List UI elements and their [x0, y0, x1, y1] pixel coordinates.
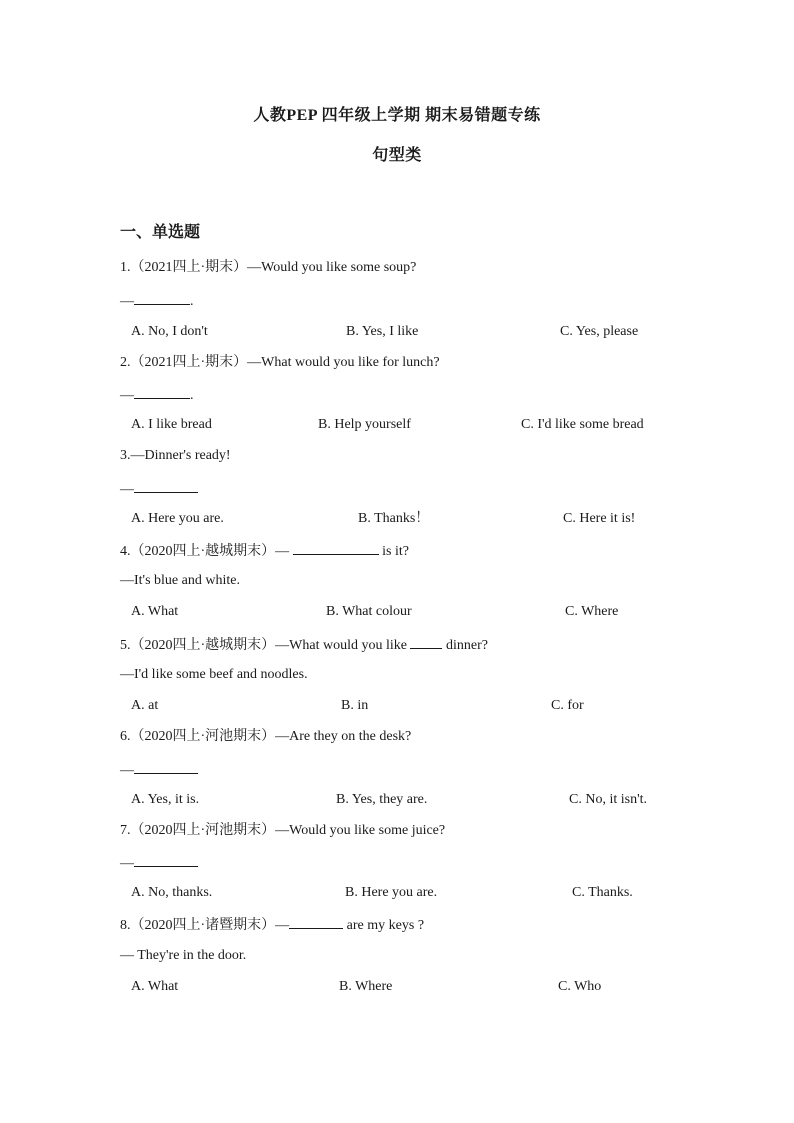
question-1-option-a[interactable]: A. No, I don't [131, 324, 208, 339]
question-3-option-c[interactable]: C. Here it is! [563, 511, 636, 526]
answer-dash: — [120, 763, 134, 778]
answer-dash: — [120, 388, 134, 403]
stem-after: is it? [378, 544, 410, 559]
answer-blank[interactable] [134, 852, 198, 867]
answer-period: . [190, 294, 194, 309]
question-2-option-a[interactable]: A. I like bread [131, 417, 212, 432]
question-5-stem [120, 634, 488, 656]
page-subtitle: 句型类 [372, 147, 422, 164]
question-6-stem: 6.（2020四上·河池期末）—Are they on the desk? [120, 729, 412, 744]
answer-blank[interactable] [293, 540, 379, 555]
question-1-option-c[interactable]: C. Yes, please [560, 324, 639, 339]
stem-before: 4.（2020四上·越城期末）— [120, 544, 293, 559]
question-4-option-c[interactable]: C. Where [565, 604, 619, 619]
question-6-option-b[interactable]: B. Yes, they are. [336, 792, 428, 807]
question-2-answer-line [120, 384, 194, 406]
question-8-option-a[interactable]: A. What [131, 979, 179, 994]
question-5-answer-line: —I'd like some beef and noodles. [120, 667, 308, 682]
stem-after: dinner? [442, 638, 488, 653]
question-8-stem [120, 914, 424, 936]
page-title: 人教PEP 四年级上学期 期末易错题专练 [253, 107, 541, 124]
question-3-option-b[interactable]: B. Thanks！ [358, 511, 430, 526]
question-2-option-b[interactable]: B. Help yourself [318, 417, 411, 432]
answer-period: . [190, 388, 194, 403]
question-5-option-a[interactable]: A. at [131, 698, 159, 713]
question-2-stem: 2.（2021四上·期末）—What would you like for lunch? [120, 355, 440, 370]
stem-before: 5.（2020四上·越城期末）—What would you like [120, 638, 411, 653]
question-4-option-b[interactable]: B. What colour [326, 604, 412, 619]
question-6-option-a[interactable]: A. Yes, it is. [131, 792, 200, 807]
answer-blank[interactable] [134, 478, 198, 493]
answer-dash: — [120, 294, 134, 309]
question-2-option-c[interactable]: C. I'd like some bread [521, 417, 644, 432]
question-7-option-c[interactable]: C. Thanks. [572, 885, 633, 900]
answer-dash: — [120, 482, 134, 497]
question-3-stem: 3.—Dinner's ready! [120, 448, 231, 463]
question-4-answer-line: —It's blue and white. [120, 573, 240, 588]
question-3-option-a[interactable]: A. Here you are. [131, 511, 224, 526]
question-6-option-c[interactable]: C. No, it isn't. [569, 792, 647, 807]
question-1-stem: 1.（2021四上·期末）—Would you like some soup? [120, 260, 417, 275]
question-8-option-c[interactable]: C. Who [558, 979, 602, 994]
answer-blank[interactable] [410, 634, 442, 649]
question-7-option-b[interactable]: B. Here you are. [345, 885, 438, 900]
stem-after: are my keys ? [343, 918, 425, 933]
question-8-answer-line: — They're in the door. [120, 948, 247, 963]
question-5-option-b[interactable]: B. in [341, 698, 369, 713]
question-7-answer-line [120, 852, 198, 874]
question-8-option-b[interactable]: B. Where [339, 979, 393, 994]
question-5-option-c[interactable]: C. for [551, 698, 584, 713]
question-3-answer-line [120, 478, 198, 500]
answer-blank[interactable] [134, 290, 190, 305]
answer-blank[interactable] [134, 759, 198, 774]
question-4-stem [120, 540, 409, 562]
question-4-option-a[interactable]: A. What [131, 604, 179, 619]
answer-blank[interactable] [134, 384, 190, 399]
question-6-answer-line [120, 759, 198, 781]
question-1-option-b[interactable]: B. Yes, I like [346, 324, 419, 339]
question-7-stem: 7.（2020四上·河池期末）—Would you like some juice? [120, 823, 446, 838]
question-7-option-a[interactable]: A. No, thanks. [131, 885, 213, 900]
question-1-answer-line [120, 290, 194, 312]
section-heading: 一、单选题 [120, 224, 201, 241]
stem-before: 8.（2020四上·诸暨期末）— [120, 918, 290, 933]
answer-blank[interactable] [289, 914, 343, 929]
answer-dash: — [120, 856, 134, 871]
